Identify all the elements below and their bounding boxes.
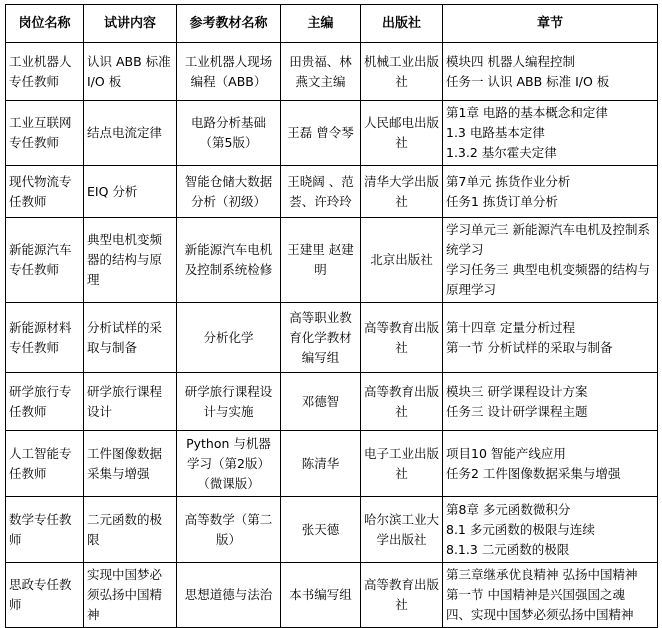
- content-cell: 工件图像数据采集与增强: [84, 431, 177, 497]
- post-cell: 研学旅行专任教师: [6, 373, 84, 431]
- chapter-cell: [443, 431, 658, 497]
- post-cell: 数学专任教师: [6, 497, 84, 563]
- post-cell: 新能源材料专任教师: [6, 303, 84, 373]
- chapter-line: 模块四 机器人编程控制: [446, 53, 575, 69]
- chapter-line: 学习单元三 新能源汽车电机及控制系统学习: [446, 222, 650, 257]
- header-textbook: 参考教材名称: [177, 5, 281, 43]
- chapter-line: 第7单元 拣货作业分析: [446, 173, 571, 189]
- editor-cell: 王晓阔 、范荟、许玲玲: [281, 166, 361, 218]
- chapter-cell: [443, 563, 658, 628]
- textbook-cell: 研学旅行课程设计与实施: [177, 373, 281, 431]
- chapter-cell: [443, 43, 658, 101]
- table-row: [6, 497, 658, 563]
- publisher-cell: 高等教育出版社: [361, 563, 443, 628]
- content-cell: 认识 ABB 标准 I/O 板: [84, 43, 177, 101]
- post-cell: 人工智能专任教师: [6, 431, 84, 497]
- content-cell: 分析试样的采取与制备: [84, 303, 177, 373]
- chapter-line: 项目10 智能产线应用: [446, 445, 566, 461]
- textbook-cell: 分析化学: [177, 303, 281, 373]
- chapter-line: 任务2 工件图像数据采集与增强: [446, 465, 621, 481]
- publisher-cell: 机械工业出版社: [361, 43, 443, 101]
- content-cell: 实现中国梦必须弘扬中国精神: [84, 563, 177, 628]
- publisher-cell: 高等教育出版社: [361, 303, 443, 373]
- table-row: [6, 101, 658, 166]
- publisher-cell: 电子工业出版社: [361, 431, 443, 497]
- table-row: [6, 303, 658, 373]
- publisher-cell: 人民邮电出版社: [361, 101, 443, 166]
- table-row: [6, 166, 658, 218]
- textbook-cell: 新能源汽车电机及控制系统检修: [177, 218, 281, 303]
- chapter-line: 任务一 认识 ABB 标准 I/O 板: [446, 73, 610, 89]
- chapter-cell: [443, 101, 658, 166]
- editor-cell: 陈清华: [281, 431, 361, 497]
- header-post: 岗位名称: [6, 5, 84, 43]
- editor-cell: 张天德: [281, 497, 361, 563]
- header-row: [6, 5, 658, 43]
- publisher-cell: 高等教育出版社: [361, 373, 443, 431]
- post-cell: 现代物流专任教师: [6, 166, 84, 218]
- publisher-cell: 清华大学出版社: [361, 166, 443, 218]
- chapter-line: 第一节 分析试样的采取与制备: [446, 339, 613, 355]
- chapter-cell: [443, 303, 658, 373]
- content-cell: 二元函数的极限: [84, 497, 177, 563]
- editor-cell: 本书编写组: [281, 563, 361, 628]
- chapter-cell: [443, 166, 658, 218]
- chapter-line: 模块三 研学课程设计方案: [446, 383, 588, 399]
- table-row: [6, 563, 658, 628]
- chapter-line: 第8章 多元函数微积分: [446, 501, 571, 517]
- textbook-cell: 智能仓储大数据分析（初级）: [177, 166, 281, 218]
- content-cell: 研学旅行课程设计: [84, 373, 177, 431]
- textbook-cell: 思想道德与法治: [177, 563, 281, 628]
- chapter-line: 第1章 电路的基本概念和定律: [446, 105, 608, 120]
- chapter-line: 四、实现中国梦必须弘扬中国精神: [446, 607, 634, 622]
- textbook-cell: 工业机器人现场编程（ABB）: [177, 43, 281, 101]
- textbook-cell: 电路分析基础（第5版）: [177, 101, 281, 166]
- recruitment-table: [5, 4, 658, 628]
- publisher-cell: 哈尔滨工业大学出版社: [361, 497, 443, 563]
- chapter-line: 第三章继承优良精神 弘扬中国精神: [446, 567, 638, 582]
- editor-cell: 王建里 赵建明: [281, 218, 361, 303]
- table-row: [6, 373, 658, 431]
- editor-cell: 田贵福、林燕文主编: [281, 43, 361, 101]
- post-cell: 思政专任教师: [6, 563, 84, 628]
- post-cell: 新能源汽车专任教师: [6, 218, 84, 303]
- chapter-line: 学习任务三 典型电机变频器的结构与原理学习: [446, 262, 650, 297]
- chapter-line: 8.1.3 二元函数的极限: [446, 541, 570, 557]
- content-cell: 结点电流定律: [84, 101, 177, 166]
- header-publisher: 出版社: [361, 5, 443, 43]
- chapter-cell: [443, 497, 658, 563]
- table-row: [6, 431, 658, 497]
- header-editor: 主编: [281, 5, 361, 43]
- content-cell: 典型电机变频器的结构与原理: [84, 218, 177, 303]
- chapter-line: 任务三 设计研学课程主题: [446, 403, 588, 419]
- chapter-line: 任务1 拣货订单分析: [446, 193, 558, 209]
- header-chapter: 章节: [443, 5, 658, 43]
- editor-cell: 邓德智: [281, 373, 361, 431]
- editor-cell: 高等职业教育化学教材编写组: [281, 303, 361, 373]
- table-row: [6, 43, 658, 101]
- post-cell: 工业机器人专任教师: [6, 43, 84, 101]
- chapter-line: 第十四章 定量分析过程: [446, 319, 575, 335]
- editor-cell: 王磊 曾令琴: [281, 101, 361, 166]
- table-row: [6, 218, 658, 303]
- header-content: 试讲内容: [84, 5, 177, 43]
- chapter-line: 8.1 多元函数的极限与连续: [446, 521, 595, 537]
- post-cell: 工业互联网专任教师: [6, 101, 84, 166]
- chapter-line: 第一节 中国精神是兴国强国之魂: [446, 587, 625, 602]
- chapter-line: 1.3 电路基本定律: [446, 125, 545, 140]
- textbook-cell: 高等数学（第二版）: [177, 497, 281, 563]
- chapter-cell: [443, 373, 658, 431]
- chapter-cell: [443, 218, 658, 303]
- publisher-cell: 北京出版社: [361, 218, 443, 303]
- textbook-cell: Python 与机器学习（第2版）（微课版）: [177, 431, 281, 497]
- content-cell: EIQ 分析: [84, 166, 177, 218]
- chapter-line: 1.3.2 基尔霍夫定律: [446, 145, 557, 160]
